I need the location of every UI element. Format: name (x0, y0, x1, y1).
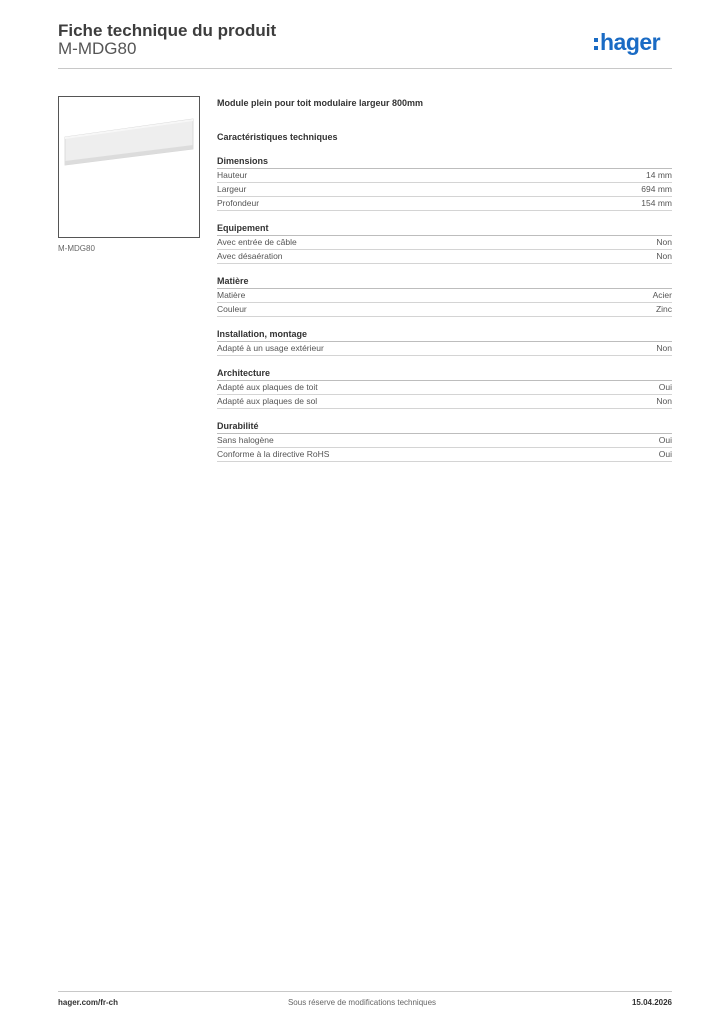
spec-label: Sans halogène (217, 435, 274, 445)
spec-value: Oui (658, 382, 672, 392)
spec-value: Oui (658, 435, 672, 445)
spec-label: Adapté aux plaques de sol (217, 396, 318, 406)
spec-row (217, 289, 672, 303)
spec-row (217, 183, 672, 197)
spec-label: Avec entrée de câble (217, 237, 297, 247)
section-title: Installation, montage (217, 328, 672, 342)
footer-disclaimer: Sous réserve de modifications techniques (287, 998, 437, 1007)
spec-label: Couleur (217, 304, 247, 314)
product-image (59, 97, 199, 237)
hager-logo (594, 27, 676, 57)
spec-value: Non (656, 396, 672, 406)
footer-date: 15.04.2026 (631, 998, 672, 1007)
spec-section-matiere (217, 275, 672, 317)
spec-panel (217, 96, 672, 462)
spec-row (217, 434, 672, 448)
spec-heading: Caractéristiques techniques (217, 132, 338, 142)
spec-value: 14 mm (646, 170, 672, 180)
document-title: Fiche technique du produit (58, 21, 277, 40)
spec-label: Hauteur (217, 170, 248, 180)
section-title: Matière (217, 275, 672, 289)
spec-row (217, 342, 672, 356)
spec-value: Non (656, 237, 672, 247)
footer-divider (58, 991, 672, 992)
logo-text: hager (600, 29, 661, 55)
section-title: Dimensions (217, 155, 672, 169)
spec-label: Avec désaération (217, 251, 283, 261)
spec-row (217, 448, 672, 462)
spec-row (217, 236, 672, 250)
product-description: Module plein pour toit modulaire largeur 800mm (217, 98, 424, 108)
spec-row (217, 303, 672, 317)
spec-label: Adapté à un usage extérieur (217, 343, 324, 353)
spec-row (217, 395, 672, 409)
spec-section-installation (217, 328, 672, 356)
spec-row (217, 250, 672, 264)
spec-row (217, 381, 672, 395)
section-title: Durabilité (217, 420, 672, 434)
spec-label: Matière (217, 290, 246, 300)
spec-value: 694 mm (641, 184, 672, 194)
spec-row (217, 169, 672, 183)
product-image-frame (58, 96, 200, 238)
spec-value: Zinc (655, 304, 672, 314)
spec-section-durabilite (217, 420, 672, 462)
spec-section-architecture (217, 367, 672, 409)
spec-section-dimensions (217, 155, 672, 211)
spec-label: Conforme à la directive RoHS (217, 449, 330, 459)
spec-value: Oui (658, 449, 672, 459)
spec-value: Acier (652, 290, 672, 300)
product-code: M-MDG80 (58, 39, 137, 58)
spec-value: 154 mm (641, 198, 672, 208)
section-title: Equipement (217, 222, 672, 236)
spec-section-equipement (217, 222, 672, 264)
product-image-caption: M-MDG80 (58, 244, 95, 253)
spec-label: Largeur (217, 184, 247, 194)
section-title: Architecture (217, 367, 672, 381)
spec-row (217, 197, 672, 211)
spec-value: Non (656, 251, 672, 261)
spec-value: Non (656, 343, 672, 353)
spec-label: Adapté aux plaques de toit (217, 382, 318, 392)
spec-label: Profondeur (217, 198, 260, 208)
footer-website-link[interactable]: hager.com/fr-ch (58, 998, 119, 1007)
header-divider (58, 68, 672, 69)
